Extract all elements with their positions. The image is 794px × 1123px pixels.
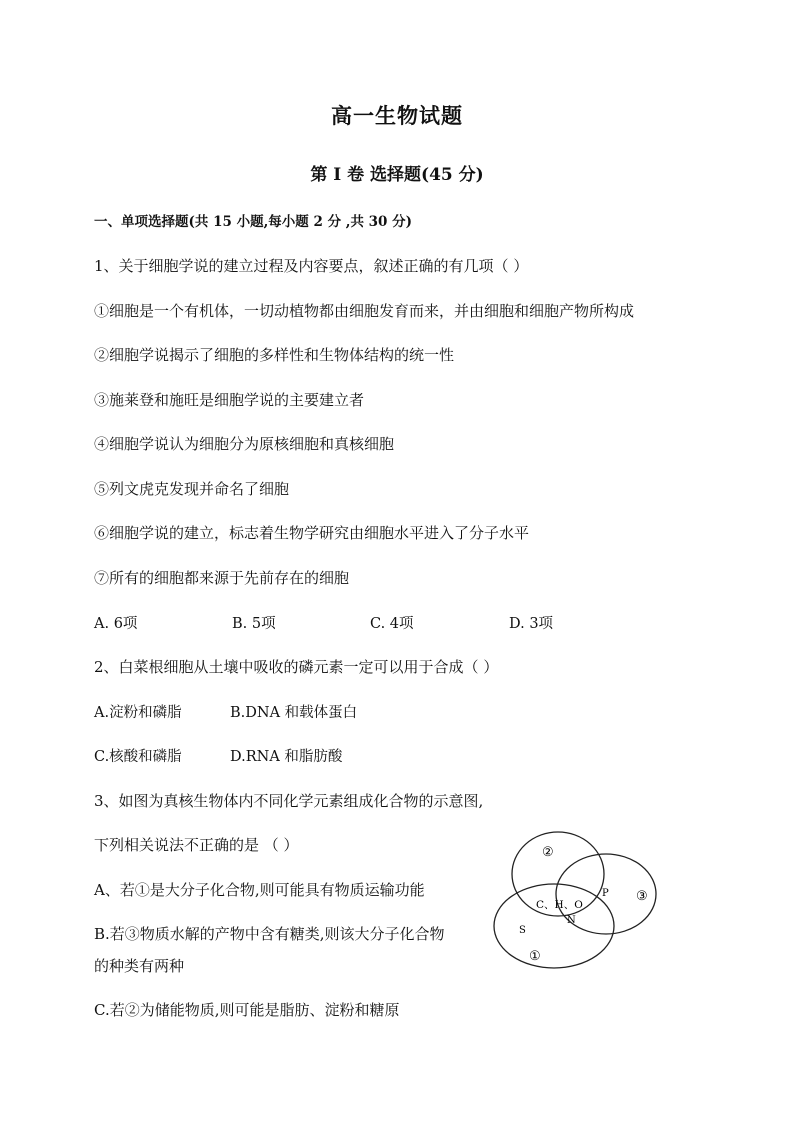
option-d[interactable]: D.RNA 和脂肪酸 bbox=[230, 749, 343, 765]
option-a[interactable]: A.淀粉和磷脂 bbox=[94, 705, 182, 721]
section-title: 第 I 卷 选择题(45 分) bbox=[310, 165, 484, 185]
option-b[interactable]: B.DNA 和载体蛋白 bbox=[230, 705, 358, 721]
option-a[interactable]: A、若①是大分子化合物,则可能具有物质运输功能 bbox=[94, 881, 425, 899]
label-circle-3: ③ bbox=[636, 889, 648, 904]
question-1-item: ③施莱登和施旺是细胞学说的主要建立者 bbox=[94, 391, 365, 409]
question-1-item: ⑥细胞学说的建立，标志着生物学研究由细胞水平进入了分子水平 bbox=[94, 524, 530, 542]
option-c[interactable]: C.核酸和磷脂 bbox=[94, 749, 182, 765]
question-2-options-row2 bbox=[94, 745, 342, 766]
question-3-stem-2: 下列相关说法不正确的是 （ ） bbox=[94, 836, 299, 854]
option-d[interactable]: D. 3项 bbox=[509, 616, 554, 632]
option-c[interactable]: C.若②为储能物质,则可能是脂肪、淀粉和糖原 bbox=[94, 1001, 400, 1019]
label-circle-1: ① bbox=[529, 949, 541, 964]
label-n: N bbox=[567, 915, 576, 926]
option-c[interactable]: C. 4项 bbox=[370, 616, 414, 632]
question-2-stem: 2、白菜根细胞从土壤中吸收的磷元素一定可以用于合成（ ） bbox=[94, 658, 499, 676]
label-center-elements: C、H、O bbox=[536, 899, 583, 911]
option-b-continued: 的种类有两种 bbox=[94, 957, 185, 975]
question-1-stem: 1、关于细胞学说的建立过程及内容要点，叙述正确的有几项（ ） bbox=[94, 257, 529, 275]
option-a[interactable]: A. 6项 bbox=[94, 616, 138, 632]
question-1-item: ⑤列文虎克发现并命名了细胞 bbox=[94, 480, 290, 498]
option-b[interactable]: B. 5项 bbox=[232, 616, 276, 632]
section-heading: 一、单项选择题(共 15 小题,每小题 2 分 ,共 30 分) bbox=[94, 214, 413, 230]
label-p: P bbox=[602, 888, 609, 899]
venn-diagram-svg bbox=[488, 826, 670, 974]
question-3-stem: 3、如图为真核生物体内不同化学元素组成化合物的示意图, bbox=[94, 792, 484, 810]
question-1-options bbox=[94, 612, 553, 633]
question-1-item: ②细胞学说揭示了细胞的多样性和生物体结构的统一性 bbox=[94, 346, 455, 364]
page-title: 高一生物试题 bbox=[331, 103, 463, 128]
question-1-item: ⑦所有的细胞都来源于先前存在的细胞 bbox=[94, 569, 350, 587]
option-b[interactable]: B.若③物质水解的产物中含有糖类,则该大分子化合物 bbox=[94, 925, 445, 943]
question-1-item: ①细胞是一个有机体，一切动植物都由细胞发育而来，并由细胞和细胞产物所构成 bbox=[94, 302, 635, 320]
question-1-item: ④细胞学说认为细胞分为原核细胞和真核细胞 bbox=[94, 435, 395, 453]
circle-1-outline bbox=[494, 884, 614, 968]
label-s: S bbox=[519, 925, 526, 936]
label-circle-2: ② bbox=[542, 845, 554, 860]
venn-diagram bbox=[488, 826, 670, 974]
question-2-options-row1 bbox=[94, 701, 357, 722]
